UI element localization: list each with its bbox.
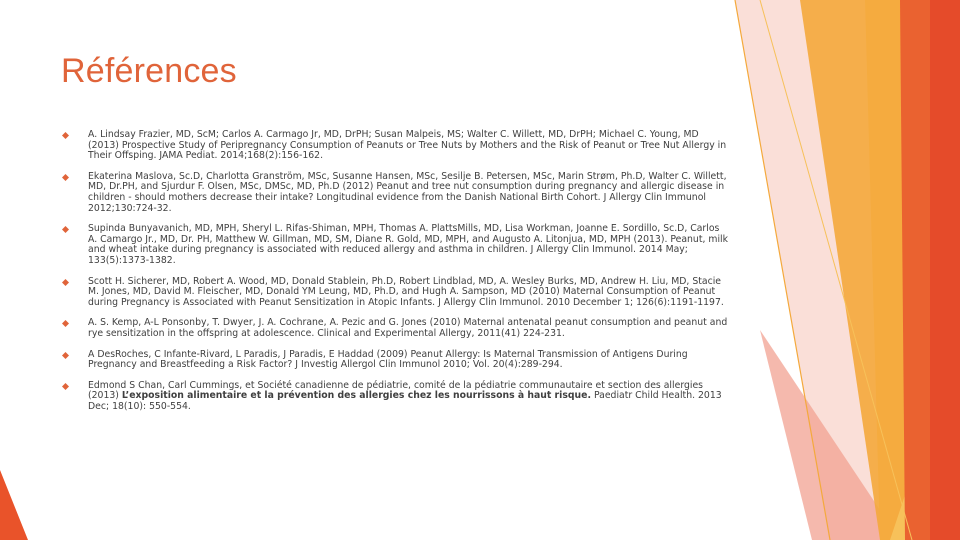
corner-triangle-shape	[0, 470, 28, 540]
diamond-bullet-icon	[62, 320, 69, 327]
reference-item	[62, 130, 730, 162]
reference-text-after: Paediatr Child Health. 2013 Dec; 18(10): 550-554.	[88, 390, 722, 412]
diamond-bullet-icon	[62, 226, 69, 233]
reference-item	[62, 172, 730, 214]
diamond-bullet-icon	[62, 132, 69, 139]
reference-text-bold: L’exposition alimentaire et la prévention des allergies chez les nourrissons à haut risque.	[121, 390, 591, 402]
reference-item	[62, 224, 730, 266]
diamond-bullet-icon	[62, 174, 69, 181]
reference-item	[62, 277, 730, 309]
reference-list	[62, 130, 730, 412]
reference-text: Ekaterina Maslova, Sc.D, Charlotta Granström, MSc, Susanne Hansen, MSc, Sesilje B. Petersen, MSc, Marin Strøm, Ph.D, Walter C. Willett, MD, Dr.PH, and Sjurdur F. Olsen, MSc, DMSc, MD, Ph.D (2012) Peanut and tree nut consumption during pregnancy and allergic disease in children - should mothers decrease their intake? Longitudinal evidence from the Danish National Birth Cohort. J Allergy Clin Immunol 2012;130:724-32.	[88, 170, 727, 214]
reference-item	[62, 381, 730, 413]
reference-text: A DesRoches, C Infante-Rivard, L Paradis, J Paradis, E Haddad (2009) Peanut Allergy: Is Maternal Transmission of Antigens During Pregnancy and Breastfeeding a Risk Factor? J Investig Allergol Clin Immunol 2010; Vol. 20(4):289-294.	[88, 348, 688, 371]
reference-text: A. S. Kemp, A-L Ponsonby, T. Dwyer, J. A. Cochrane, A. Pezic and G. Jones (2010) Maternal antenatal peanut consumption and peanut and rye sensitization in the offspring at adolescence. Clinical and Experimental Allergy, 2011(41) 224-231.	[88, 317, 728, 339]
right-facet-deep-orange	[930, 0, 960, 540]
reference-text: A. Lindsay Frazier, MD, ScM; Carlos A. Carmago Jr, MD, DrPH; Susan Malpeis, MS; Walter C. Willett, MD, DrPH; Michael C. Young, MD (2013) Prospective Study of Peripregnancy Consumption of Peanuts or Tree Nuts by Mothers and the Risk of Peanut or Tree Nut Allergy in Their Offsping. JAMA Pediat. 2014;168(2):156-162.	[88, 129, 727, 162]
reference-text: Scott H. Sicherer, MD, Robert A. Wood, MD, Donald Stablein, Ph.D, Robert Lindblad, MD, A. Wesley Burks, MD, Andrew H. Liu, MD, Stacie M. Jones, MD, David M. Fleischer, MD, Donald YM Leung, MD, Ph.D, and Hugh A. Sampson, MD (2010) Maternal Consumption of Peanut during Pregnancy is Associated with Peanut Sensitization in Atopic Infants. J Allergy Clin Immunol. 2010 December 1; 126(6):1191-1197.	[88, 275, 724, 308]
slide-title: Références	[61, 52, 237, 90]
reference-item	[62, 350, 730, 371]
diamond-bullet-icon	[62, 352, 69, 359]
diamond-bullet-icon	[62, 279, 69, 286]
reference-text: Supinda Bunyavanich, MD, MPH, Sheryl L. Rifas-Shiman, MPH, Thomas A. PlattsMills, MD, Lisa Workman, Joanne E. Sordillo, Sc.D, Carlos A. Camargo Jr., MD, Dr. PH, Matthew W. Gillman, MD, SM, Diane R. Gold, MD, MPH, and Augusto A. Litonjua, MD, MPH (2013). Peanut, milk and wheat intake during pregnancy is associated with reduced allergy and asthma in children. J Allergy Clin Immunol. 2014 May; 133(5):1373-1382.	[88, 223, 728, 266]
diamond-bullet-icon	[62, 383, 69, 390]
reference-text-before: Edmond S Chan, Carl Cummings, et Société canadienne de pédiatrie, comité de la pédiatrie communautaire et section des allergies (2013)	[88, 379, 704, 402]
reference-item	[62, 318, 730, 339]
